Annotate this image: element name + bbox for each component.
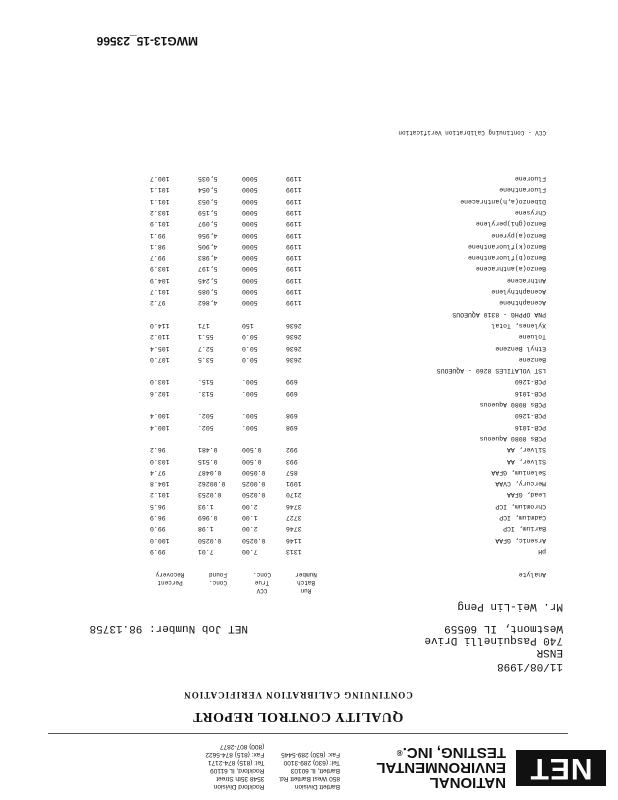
cell-percent-recovery: 96.2 <box>150 446 166 454</box>
cell-batch: 699 <box>286 378 298 386</box>
cell-analyte: Ethyl Benzene <box>495 344 546 352</box>
cell-percent-recovery: 101.2 <box>150 491 170 499</box>
table-row <box>0 422 618 432</box>
net-logo: NET <box>516 750 606 786</box>
table-row <box>0 252 618 262</box>
cell-true-conc: 5000 <box>242 299 258 307</box>
cell-batch: 1199 <box>286 254 302 262</box>
client-address-line-2: Westmont, IL 60559 <box>444 622 563 634</box>
cell-true-conc: 5000 <box>242 175 258 183</box>
table-group-header <box>0 399 618 409</box>
cell-true-conc: 0.0250 <box>242 491 266 499</box>
cell-true-conc: 0.500 <box>242 457 262 465</box>
cell-percent-recovery: 101.1 <box>150 197 170 205</box>
cell-percent-recovery: 98.1 <box>150 242 166 250</box>
table-row <box>0 286 618 296</box>
registered-mark: ® <box>396 748 403 757</box>
cell-batch: 1199 <box>286 175 302 183</box>
table-row <box>0 218 618 228</box>
cell-batch: 1199 <box>286 276 302 284</box>
cell-percent-recovery: 103.0 <box>150 378 170 386</box>
cell-true-conc: 1.00 <box>242 514 258 522</box>
group-label: PCBs 8080 Aqueous <box>479 435 546 442</box>
table-row <box>0 343 618 353</box>
table-row <box>0 523 618 533</box>
cell-true-conc: 5000 <box>242 242 258 250</box>
cell-analyte: PCB-1260 <box>514 378 546 386</box>
cell-batch: 2636 <box>286 333 302 341</box>
cell-batch: 1199 <box>286 265 302 273</box>
cell-batch: 1313 <box>286 548 302 555</box>
cell-true-conc: 2.00 <box>242 502 258 510</box>
cell-analyte: Benzo(a)anthracene <box>475 265 546 273</box>
cell-found-conc: 0.0253 <box>198 491 222 499</box>
company-name <box>376 745 506 790</box>
table-group-header <box>0 433 618 443</box>
cell-true-conc: 0.0500 <box>242 468 266 476</box>
cell-percent-recovery: 103.0 <box>150 457 170 465</box>
cell-percent-recovery: 114.0 <box>150 322 170 329</box>
cell-batch: 2636 <box>286 344 302 352</box>
group-label: PCBs 8080 Aqueous <box>479 401 546 409</box>
cell-analyte: Benzo(a)pyrene <box>491 231 546 239</box>
cell-analyte: Benzo(k)fluoranthene <box>467 242 546 250</box>
cell-batch: 1199 <box>286 186 302 194</box>
cell-percent-recovery: 99.7 <box>150 254 166 262</box>
cell-percent-recovery: 101.7 <box>150 288 170 296</box>
cell-percent-recovery: 104.8 <box>150 480 170 488</box>
cell-true-conc: 5000 <box>242 231 258 239</box>
cell-analyte: Silver, AA <box>506 457 546 465</box>
office-bartlett <box>278 742 340 790</box>
cell-percent-recovery: 103.2 <box>150 209 170 216</box>
report-subtitle: CONTINUING CALIBRATION VERIFICATION <box>183 690 413 700</box>
cell-true-conc: 0.500 <box>242 446 262 454</box>
cell-found-conc: 0.969 <box>198 514 218 522</box>
col-header-pct-line: Percent <box>157 579 183 586</box>
document-id: MWG13-15_23566 <box>96 34 198 48</box>
table-row <box>0 264 618 274</box>
cell-found-conc: 5,053 <box>198 197 218 205</box>
cell-true-conc: 500. <box>242 423 258 431</box>
cell-analyte: Anthracene <box>506 276 546 284</box>
cell-percent-recovery: 107.0 <box>150 355 170 363</box>
cell-found-conc: 55.1 <box>198 333 214 341</box>
cell-true-conc: 5000 <box>242 265 258 273</box>
cell-analyte: Xylenes, Total <box>491 322 546 329</box>
cell-true-conc: 500. <box>242 389 258 397</box>
cell-percent-recovery: 100.4 <box>150 423 170 431</box>
cell-true-conc: 50.0 <box>242 344 258 352</box>
cell-analyte: pH <box>538 548 546 555</box>
cell-batch: 3746 <box>286 525 302 533</box>
group-label: LST VOLATILES 8260 - AQUEOUS <box>436 367 546 375</box>
cell-found-conc: 0.481 <box>198 446 218 454</box>
cell-percent-recovery: 100.0 <box>150 536 170 544</box>
col-header-found-line: Found <box>209 571 228 578</box>
cell-batch: 698 <box>286 412 298 420</box>
cell-true-conc: 5000 <box>242 197 258 205</box>
cell-batch: 857 <box>286 468 298 476</box>
col-header-true-line: CCV <box>256 587 268 594</box>
cell-true-conc: 50.0 <box>242 333 258 341</box>
cell-analyte: Cadmium, ICP <box>499 514 546 522</box>
cell-found-conc: 513. <box>198 389 214 397</box>
table-row <box>0 241 618 251</box>
cell-true-conc: 7.00 <box>242 548 258 555</box>
cell-true-conc: 5000 <box>242 276 258 284</box>
cell-analyte: PCB-1016 <box>514 389 546 397</box>
office-rockford <box>205 742 264 790</box>
cell-percent-recovery: 99.1 <box>150 231 166 239</box>
report-date: 11/08/1998 <box>496 660 563 672</box>
office-fax: Fax: (630) 289-5445 <box>281 751 340 758</box>
office-name: Bartlett Division <box>294 783 340 790</box>
header-divider <box>48 733 568 734</box>
col-header-pct-line: Recovery <box>155 571 185 578</box>
cell-found-conc: 5,197 <box>198 265 218 273</box>
cell-found-conc: 5,245 <box>198 276 218 284</box>
cell-found-conc: 5,159 <box>198 209 218 216</box>
cell-percent-recovery: 101.9 <box>150 220 170 228</box>
cell-percent-recovery: 97.2 <box>150 299 166 307</box>
cell-found-conc: 1.98 <box>198 525 214 533</box>
cell-percent-recovery: 96.5 <box>150 502 166 510</box>
cell-found-conc: 7.01 <box>198 548 214 555</box>
cell-true-conc: 50.0 <box>242 355 258 363</box>
cell-analyte: Dibenzo(a,h)anthracene <box>460 197 546 205</box>
cell-batch: 1146 <box>286 536 302 544</box>
col-header-true-line: True <box>254 579 270 586</box>
cell-percent-recovery: 99.0 <box>150 525 166 533</box>
cell-found-conc: 0.0487 <box>198 468 222 476</box>
cell-percent-recovery: 100.7 <box>150 175 170 183</box>
table-row <box>0 456 618 466</box>
cell-analyte: PCB-1260 <box>514 412 546 420</box>
table-group-header <box>0 309 618 319</box>
cell-batch: 1091 <box>286 480 302 488</box>
client-address-line-1: 740 Pasquinelli Drive <box>424 634 563 646</box>
cell-found-conc: 5,054 <box>198 186 218 194</box>
table-row <box>0 331 618 341</box>
cell-batch: 1199 <box>286 220 302 228</box>
cell-found-conc: 502. <box>198 412 214 420</box>
cell-found-conc: 0.00262 <box>198 480 226 488</box>
office-street: 850 West Bartlett Rd. <box>278 775 340 782</box>
table-row <box>0 207 618 217</box>
cell-batch: 993 <box>286 457 298 465</box>
company-name-line-1: NATIONAL <box>429 774 506 791</box>
cell-batch: 3727 <box>286 514 302 522</box>
cell-analyte: Benzene <box>518 355 546 363</box>
cell-found-conc: 5,085 <box>198 288 218 296</box>
col-header-found <box>198 570 238 586</box>
table-row <box>0 184 618 194</box>
col-header-found-line: Conc. <box>209 579 228 586</box>
cell-analyte: Chrysene <box>514 209 546 216</box>
cell-found-conc: 171 <box>198 322 210 329</box>
cell-analyte: Barium, ICP <box>503 525 546 533</box>
table-row <box>0 320 618 330</box>
cell-true-conc: 5000 <box>242 288 258 296</box>
table-row <box>0 546 618 556</box>
cell-batch: 698 <box>286 423 298 431</box>
cell-found-conc: 502. <box>198 423 214 431</box>
office-city: Rockford, IL 61109 <box>210 767 265 774</box>
company-name-line-2: ENVIRONMENTAL <box>376 759 506 776</box>
cell-found-conc: 4,905 <box>198 242 218 250</box>
office-addresses <box>205 742 340 790</box>
cell-analyte: Arsenic, GFAA <box>495 536 546 544</box>
cell-analyte: Chromium, ICP <box>495 502 546 510</box>
cell-batch: 1199 <box>286 299 302 307</box>
cell-percent-recovery: 105.4 <box>150 344 170 352</box>
cell-percent-recovery: 104.9 <box>150 276 170 284</box>
cell-true-conc: 5000 <box>242 186 258 194</box>
cell-batch: 699 <box>286 389 298 397</box>
cell-percent-recovery: 96.9 <box>150 514 166 522</box>
cell-batch: 1199 <box>286 231 302 239</box>
cell-percent-recovery: 97.4 <box>150 468 166 476</box>
cell-analyte: Benzo(ghi)perylene <box>475 220 546 228</box>
cell-batch: 1199 <box>286 209 302 216</box>
job-number: NET Job Number: 98.13758 <box>89 622 248 634</box>
table-row <box>0 388 618 398</box>
table-row <box>0 490 618 500</box>
col-header-batch <box>286 570 326 594</box>
table-row <box>0 297 618 307</box>
cell-true-conc: 500. <box>242 412 258 420</box>
cell-analyte: Acenaphthylene <box>491 288 546 296</box>
office-toll-free: (800) 807-2877 <box>219 743 265 750</box>
cell-found-conc: 515. <box>198 378 214 386</box>
client-name: ENSR <box>536 646 563 658</box>
table-row <box>0 230 618 240</box>
cell-analyte: Fluorene <box>514 175 546 183</box>
cell-percent-recovery: 99.9 <box>150 548 166 555</box>
cell-found-conc: 5,035 <box>198 175 218 183</box>
office-tel: Tel: (815) 874-2171 <box>207 759 265 766</box>
cell-analyte: Lead, GFAA <box>506 491 546 499</box>
cell-found-conc: 0.515 <box>198 457 218 465</box>
office-city: Bartlett, IL 60103 <box>290 767 340 774</box>
cell-found-conc: 4,862 <box>198 299 218 307</box>
report-title: QUALITY CONTROL REPORT <box>192 709 404 724</box>
table-row <box>0 467 618 477</box>
cell-batch: 2170 <box>286 491 302 499</box>
cell-batch: 1199 <box>286 242 302 250</box>
cell-found-conc: 4,956 <box>198 231 218 239</box>
table-row <box>0 478 618 488</box>
cell-percent-recovery: 101.1 <box>150 186 170 194</box>
cell-batch: 2636 <box>286 355 302 363</box>
table-row <box>0 512 618 522</box>
cell-found-conc: 5,097 <box>198 220 218 228</box>
table-row <box>0 173 618 183</box>
cell-analyte: Toluene <box>518 333 546 341</box>
table-row <box>0 275 618 285</box>
cell-true-conc: 150 <box>242 322 254 329</box>
cell-true-conc: 0.0025 <box>242 480 266 488</box>
cell-found-conc: 0.0250 <box>198 536 222 544</box>
office-name: Rockford Division <box>213 783 265 790</box>
table-row <box>0 377 618 387</box>
office-street: 3548 35th Street <box>216 775 265 782</box>
company-name-line-3: TESTING, INC. <box>402 744 506 761</box>
cell-batch: 1199 <box>286 288 302 296</box>
cell-found-conc: 53.5 <box>198 355 214 363</box>
cell-analyte: Selenium, GFAA <box>491 468 546 476</box>
table-row <box>0 196 618 206</box>
table-row <box>0 535 618 545</box>
cell-batch: 992 <box>286 446 298 454</box>
table-group-header <box>0 365 618 375</box>
cell-true-conc: 5000 <box>242 209 258 216</box>
cell-percent-recovery: 110.2 <box>150 333 170 341</box>
table-row <box>0 444 618 454</box>
cell-true-conc: 500. <box>242 378 258 386</box>
cell-true-conc: 0.0250 <box>242 536 266 544</box>
col-header-analyte: Analyte <box>518 571 546 578</box>
cell-analyte: Silver, AA <box>506 446 546 454</box>
footnote: CCV - Continuing Calibration Verification <box>398 129 546 136</box>
office-fax: Fax: (815) 874-5622 <box>205 751 265 758</box>
table-row <box>0 501 618 511</box>
table-row <box>0 410 618 420</box>
cell-true-conc: 5000 <box>242 220 258 228</box>
cell-analyte: Mercury, CVAA <box>495 480 546 488</box>
cell-true-conc: 5000 <box>242 254 258 262</box>
col-header-batch-line: Number <box>295 571 317 578</box>
table-row <box>0 354 618 364</box>
col-header-true <box>242 570 282 594</box>
client-contact: Mr. Wei-Lin Peng <box>457 600 563 612</box>
cell-analyte: PCB-1016 <box>514 423 546 431</box>
col-header-batch-line: Run <box>300 587 312 594</box>
cell-percent-recovery: 103.9 <box>150 265 170 273</box>
cell-found-conc: 1.93 <box>198 502 214 510</box>
cell-analyte: Fluoranthene <box>499 186 546 194</box>
cell-true-conc: 2.00 <box>242 525 258 533</box>
col-header-true-line: Conc. <box>253 571 272 578</box>
cell-analyte: Benzo(b)fluoranthene <box>467 254 546 262</box>
cell-found-conc: 4,983 <box>198 254 218 262</box>
cell-batch: 2636 <box>286 322 302 329</box>
col-header-pct <box>150 570 190 586</box>
cell-analyte: Acenaphthene <box>499 299 546 307</box>
cell-percent-recovery: 100.4 <box>150 412 170 420</box>
group-label: PNA OPPHG - 8310 AQUEOUS <box>452 310 546 318</box>
cell-percent-recovery: 102.6 <box>150 389 170 397</box>
cell-batch: 3746 <box>286 502 302 510</box>
office-tel: Tel: (630) 289-3100 <box>283 759 340 766</box>
cell-found-conc: 52.7 <box>198 344 214 352</box>
col-header-batch-line: Batch <box>297 579 316 586</box>
cell-batch: 1199 <box>286 197 302 205</box>
